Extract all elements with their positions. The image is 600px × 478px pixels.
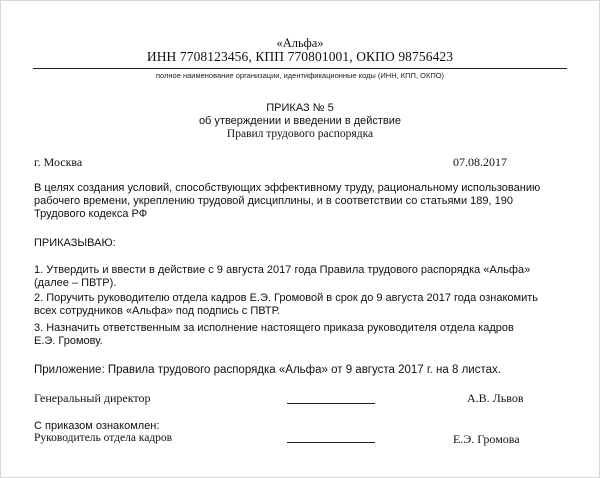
attachment-note: Приложение: Правила трудового распорядка «Альфа» от 9 августа 2017 г. на 8 листах.: [34, 364, 501, 376]
header-underline: [33, 68, 567, 69]
city: г. Москва: [34, 155, 83, 169]
director-role: Генеральный директор: [34, 391, 151, 405]
preamble-line: Трудового кодекса РФ: [34, 208, 148, 221]
organization-name: «Альфа»: [276, 36, 324, 50]
order-item-2: [34, 292, 538, 318]
order-title: ПРИКАЗ № 5: [266, 102, 334, 114]
preamble-line: рабочего времени, укреплению трудовой дисциплины, и в соответствии со статьями 189, 190: [34, 195, 513, 208]
order-item-line: 3. Назначить ответственным за исполнение настоящего приказа руководителя отдела кадров: [34, 322, 514, 334]
order-item-line: Е.Э. Громову.: [34, 335, 103, 348]
order-item-line: (далее – ПВТР).: [34, 277, 117, 290]
hr-head-signature-line: [287, 442, 375, 443]
order-item-line: всех сотрудников «Альфа» под подпись с ПВТР.: [34, 305, 280, 318]
order-subtitle-line2: Правил трудового распорядка: [226, 128, 374, 140]
order-directive: ПРИКАЗЫВАЮ:: [34, 237, 116, 249]
order-item-3: [34, 322, 514, 348]
organization-codes: ИНН 7708123456, КПП 770801001, ОКПО 98756423: [146, 49, 454, 64]
organization-caption: полное наименование организации, идентификационные коды (ИНН, КПП, ОКПО): [155, 71, 445, 80]
director-name: А.В. Львов: [467, 391, 524, 405]
hr-head-role: Руководитель отдела кадров: [34, 432, 173, 444]
order-date: 07.08.2017: [453, 155, 507, 169]
hr-head-name: Е.Э. Громова: [453, 432, 520, 446]
acknowledgement-label: С приказом ознакомлен:: [34, 420, 160, 432]
order-item-1: [34, 264, 530, 290]
order-item-line: 2. Поручить руководителю отдела кадров Е.Э. Громовой в срок до 9 августа 2017 года ознакомить: [34, 292, 539, 304]
preamble-paragraph: [34, 182, 540, 222]
order-subtitle-line1: об утверждении и введении в действие: [198, 115, 402, 127]
order-item-line: 1. Утвердить и ввести в действие с 9 августа 2017 года Правила трудового распорядка «Альфа»: [34, 264, 531, 276]
director-signature-line: [287, 403, 375, 404]
preamble-line: В целях создания условий, способствующих эффективному труду, рациональному использованию: [34, 182, 541, 194]
